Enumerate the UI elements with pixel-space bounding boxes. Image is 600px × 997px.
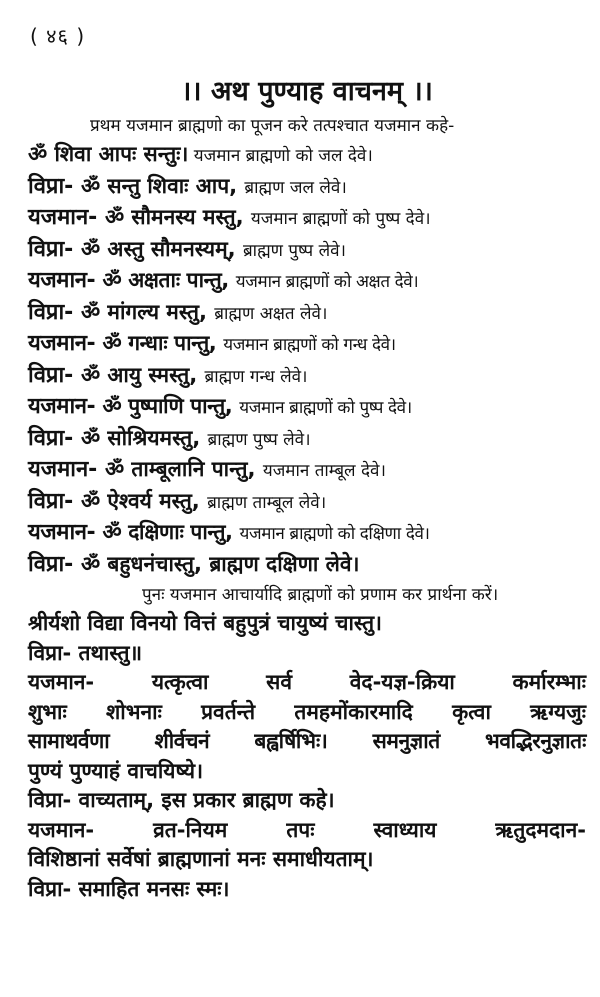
instruction-text: ब्राह्मण अक्षत लेवे। — [214, 303, 328, 324]
mantra-text: ॐ अक्षताः पान्तु, — [102, 268, 236, 292]
dialogue-line — [28, 361, 586, 393]
instruction-text: ब्राह्मण गन्ध लेवे। — [204, 366, 308, 387]
dialogue-line — [28, 518, 586, 550]
instruction-text: ब्राह्मण ताम्बूल लेवे। — [207, 492, 327, 513]
mantra-text: ॐ सन्तु शिवाः आप, — [80, 173, 245, 198]
mantra-text: ॐ शिवा आपः सन्तुः। — [28, 142, 189, 166]
dialogue-line — [28, 140, 586, 172]
verse-line: पुण्यं पुण्याहं वाचयिष्ये। — [28, 758, 204, 783]
dialogue-line — [28, 266, 586, 298]
speaker-label: यजमान- — [28, 205, 105, 230]
speaker-label: यजमान- — [28, 457, 105, 482]
page-title: ।। अथ पुण्याह वाचनम् ।। — [181, 76, 433, 107]
instruction-note: पुनः यजमान आचार्यादि ब्राह्मणों को प्रणाम कर प्रार्थना करें। — [142, 585, 499, 605]
dialogue-line — [28, 455, 586, 487]
mantra-text: ॐ मांगल्य मस्तु, — [80, 299, 215, 324]
mantra-text: ॐ बहुधनंचास्तु, ब्राह्मण दक्षिणा लेवे। — [80, 551, 360, 576]
dialogue-line — [28, 487, 586, 519]
speaker-label: यजमान- — [28, 394, 103, 419]
instruction-text: यजमान ब्राह्मणों को अक्षत देवे। — [235, 272, 419, 292]
dialogue-line — [28, 329, 586, 361]
mantra-text: ॐ ताम्बूलानि पान्तु, — [104, 457, 263, 481]
verse-line: सामाथर्वणा शीर्वचनं बह्वर्षिभिः। समनुज्ञातं भवद्भिरनुज्ञातः — [28, 729, 586, 753]
mantra-text: ॐ अस्तु सौमनस्यम्, — [80, 236, 243, 261]
instruction-text: ब्राह्मण पुष्प लेवे। — [207, 429, 311, 450]
instruction-text: यजमान ब्राह्मणो को जल देवे। — [188, 146, 373, 166]
speaker-label: विप्रा- — [28, 425, 81, 451]
speaker-label: विप्रा- — [28, 488, 81, 514]
mantra-text: ॐ आयु स्मस्तु, — [80, 362, 205, 387]
mantra-text: ॐ सोश्रियमस्तु, — [80, 425, 208, 450]
speaker-label: यजमान- — [28, 520, 103, 545]
dialogue-line — [28, 424, 586, 456]
mantra-text: ॐ ऐश्वर्य मस्तु, — [80, 488, 208, 513]
mantra-text: ॐ गन्धाः पान्तु, — [102, 331, 224, 355]
instruction-text: ब्राह्मण जल लेवे। — [244, 177, 347, 198]
dialogue-line — [28, 203, 586, 235]
page-number: ( ४६ ) — [30, 24, 86, 48]
instruction-text: यजमान ताम्बूल देवे। — [262, 461, 386, 481]
mantra-text: ॐ सौमनस्य मस्तु, — [104, 205, 251, 229]
dialogue-line — [28, 298, 586, 330]
instruction-text: ब्राह्मण पुष्प लेवे। — [242, 240, 346, 261]
instruction-text: यजमान ब्राह्मणो को दक्षिणा देवे। — [239, 524, 430, 544]
dialogue-line — [28, 172, 586, 204]
speaker-label: विप्रा- — [28, 236, 81, 262]
verse-line: शुभाः शोभनाः प्रवर्तन्ते तमहमोंकारमादि कृत्वा ऋग्यजुः — [28, 699, 586, 724]
dialogue-line — [28, 235, 586, 267]
verse-line: विप्रा- समाहित मनसः स्मः। — [28, 876, 230, 901]
dialogue-line — [28, 550, 586, 582]
verse-line: विप्रा- तथास्तु॥ — [28, 640, 143, 665]
verse-line: यजमान- यत्कृत्वा सर्व वेद-यज्ञ-क्रिया कर्मारम्भाः — [28, 670, 586, 694]
instruction-text: यजमान ब्राह्मणों को गन्ध देवे। — [223, 335, 396, 355]
speaker-label: विप्रा- — [28, 299, 81, 325]
instruction-text: यजमान ब्राह्मणों को पुष्प देवे। — [239, 398, 412, 418]
speaker-label: यजमान- — [28, 331, 103, 356]
verse-line: विशिष्ठानां सर्वेषां ब्राह्मणानां मनः समाधीयताम्। — [28, 847, 374, 871]
dialogue-line — [28, 392, 586, 424]
verse-line: श्रीर्यशो विद्या विनयो वित्तं बहुपुत्रं चायुष्यं चास्तु। — [28, 611, 382, 635]
verse-line: यजमान- व्रत-नियम तपः स्वाध्याय ऋतुदमदान- — [28, 817, 586, 842]
speaker-label: विप्रा- — [28, 362, 81, 388]
mantra-text: ॐ पुष्पाणि पान्तु, — [102, 394, 240, 418]
instruction-text: यजमान ब्राह्मणों को पुष्प देवे। — [250, 209, 431, 229]
speaker-label: यजमान- — [28, 268, 103, 293]
mantra-text: ॐ दक्षिणाः पान्तु, — [102, 520, 240, 544]
speaker-label: विप्रा- — [28, 551, 81, 577]
intro-instruction: प्रथम यजमान ब्राह्मणो का पूजन करे तत्पश्चात यजमान कहे- — [90, 116, 455, 136]
speaker-label: विप्रा- — [28, 173, 81, 199]
verse-line: विप्रा- वाच्यताम्, इस प्रकार ब्राह्मण कहे। — [28, 788, 335, 812]
